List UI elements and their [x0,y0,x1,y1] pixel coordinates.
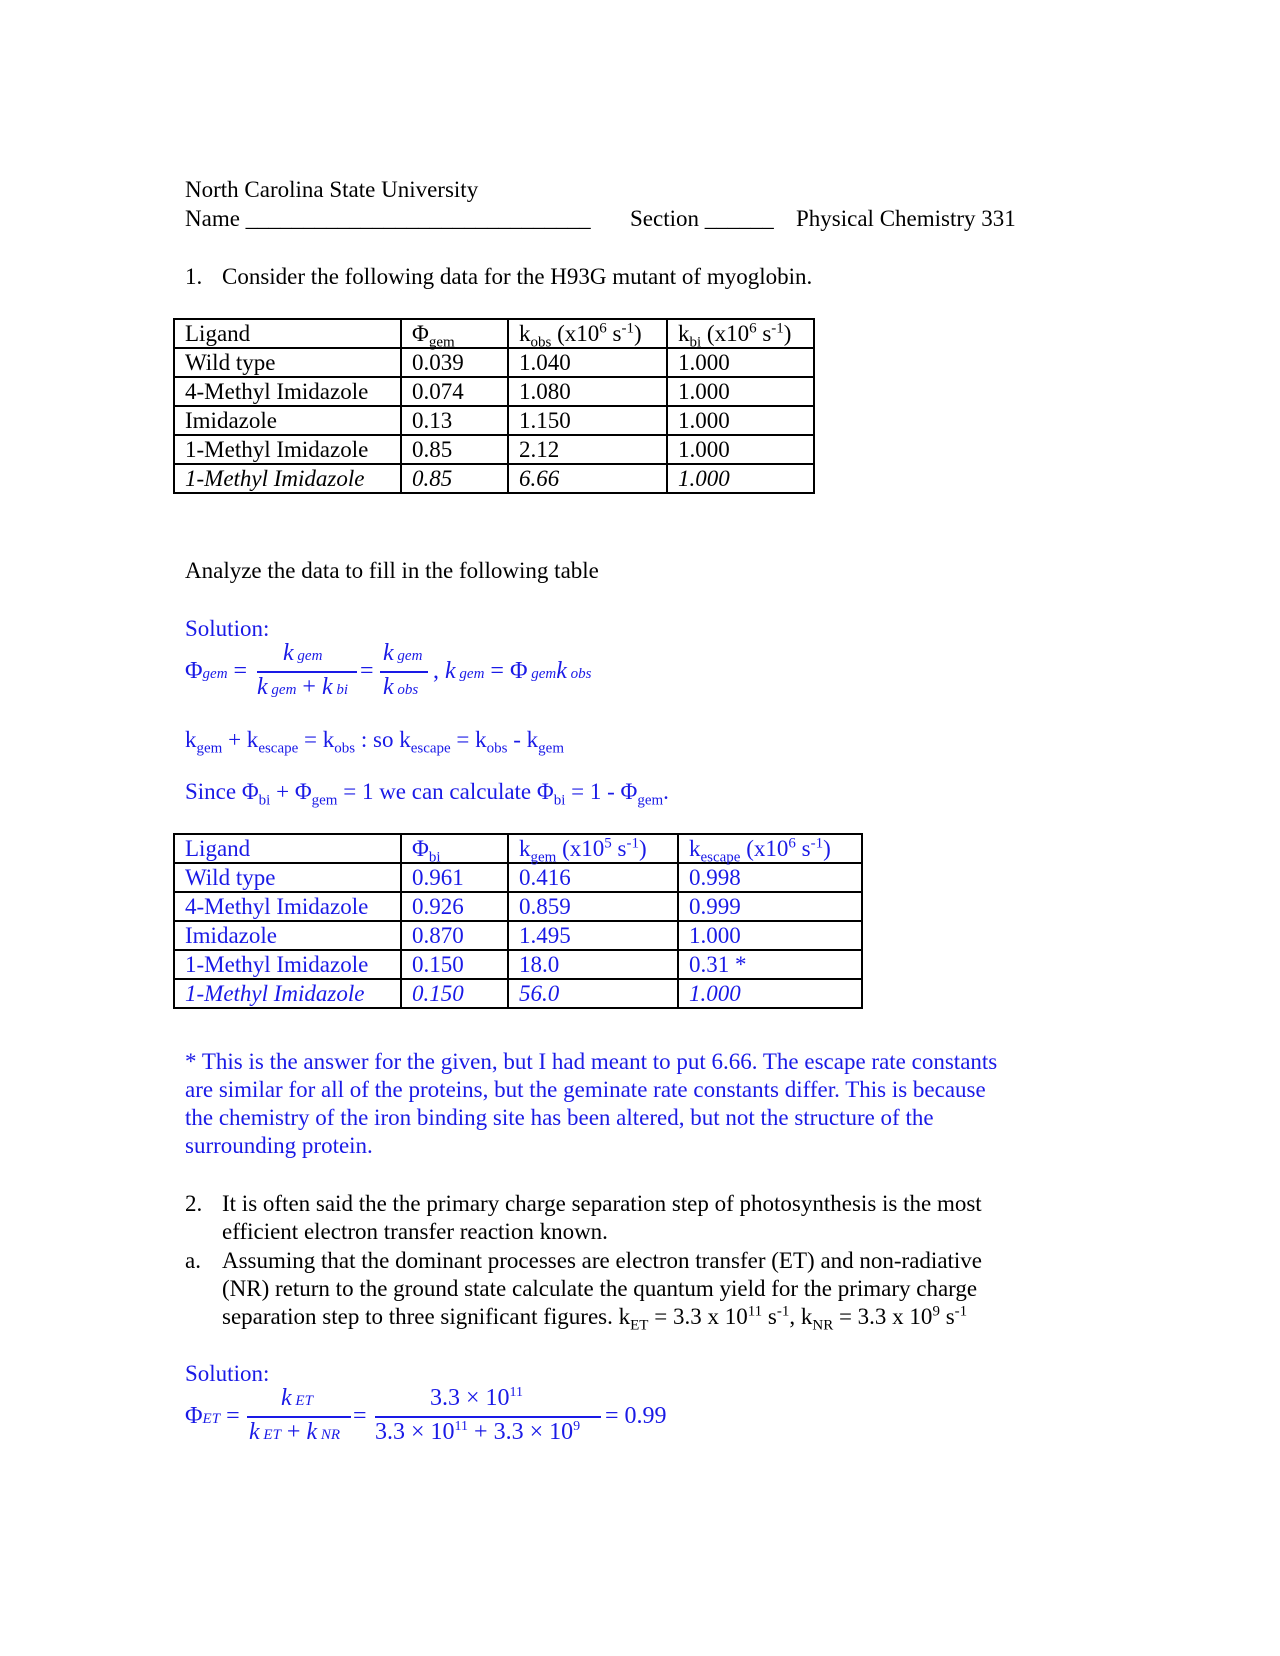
note-line: the chemistry of the iron binding site has been altered, but not the structure of the [185,1105,934,1130]
q2-number: 2. [185,1191,203,1216]
header-k-bi: $k_{bi}$ ($x10^6$ $s^{-1}$) [667,319,814,348]
table-cell: 1-Methyl Imidazole [174,950,401,979]
q1-number: 1. [185,264,203,289]
table-row [174,406,814,435]
course-title: Physical Chemistry 331 [796,206,1016,231]
name-field-line [185,205,591,233]
q2a-line: Assuming that the dominant processes are electron transfer (ET) and non-radiative [222,1248,983,1273]
table-row [174,979,862,1008]
instruction-text: Analyze the data to fill in the following table [185,558,599,583]
given-data-table [173,318,815,494]
header-k-escape: $k_{escape}$ ($x10^6$ $s^{-1}$) [678,834,862,863]
solution-label: Solution: [185,616,270,641]
table-row [174,377,814,406]
table-cell: Imidazole [174,406,401,435]
table-cell: 0.074 [401,377,508,406]
table-cell: 18.0 [508,950,678,979]
table-row [174,464,814,493]
table-cell: 0.416 [508,863,678,892]
table-cell: 0.85 [401,464,508,493]
header-ligand: Ligand [174,319,401,348]
table-cell: 1.000 [667,464,814,493]
header-ligand: Ligand [174,834,401,863]
university-name: North Carolina State University [185,177,479,202]
table-cell: 4-Methyl Imidazole [174,377,401,406]
q2a-label: a. [185,1248,201,1273]
quantum-yield-equation: ΦET = k ET k ET + k NR = $3.3 \times 10^{11}$ $3.3 \times 10^{11} + 3.3 \times 10^9$ = 0.99 [185,1385,667,1445]
table-row [174,950,862,979]
table-cell: 0.13 [401,406,508,435]
table-cell: 2.12 [508,435,667,464]
table-cell: 1.040 [508,348,667,377]
table-cell: Wild type [174,348,401,377]
k-relation-equation: $k_{gem} + k_{escape} = k_{obs}$ : so $k_{escape} = k_{obs} - k_{gem}$ [185,727,564,757]
table-cell: 1.080 [508,377,667,406]
table-row [174,892,862,921]
table-cell: Imidazole [174,921,401,950]
note-line: surrounding protein. [185,1133,373,1158]
q2-line: efficient electron transfer reaction known. [222,1219,608,1244]
table-cell: 0.926 [401,892,508,921]
table-row [174,921,862,950]
header-phi-gem: $\Phi_{gem}$ [401,319,508,348]
quantum-yield-result: = 0.99 [605,1403,667,1429]
table-cell: 4-Methyl Imidazole [174,892,401,921]
table-cell: 1-Methyl Imidazole [174,979,401,1008]
table-cell: 56.0 [508,979,678,1008]
section-label: Section [630,206,699,231]
table-cell: 0.85 [401,435,508,464]
name-label: Name [185,206,240,231]
table-cell: 0.859 [508,892,678,921]
table-row [174,863,862,892]
answer-data-table [173,833,863,1009]
q2-line: It is often said the the primary charge separation step of photosynthesis is the most [222,1191,982,1216]
table-cell: 1-Methyl Imidazole [174,464,401,493]
header-k-obs: $k_{obs}$ ($x10^6$ $s^{-1}$) [508,319,667,348]
table-cell: 0.999 [678,892,862,921]
table-cell: 0.150 [401,979,508,1008]
table-header-row [174,834,862,863]
table-cell: 1.000 [678,979,862,1008]
q1-text: Consider the following data for the H93G mutant of myoglobin. [222,264,813,289]
section-field-line [630,205,774,233]
table-cell: 0.998 [678,863,862,892]
table-cell: 0.870 [401,921,508,950]
table-cell: 1.000 [678,921,862,950]
table-header-row [174,319,814,348]
table-row [174,348,814,377]
note-line: are similar for all of the proteins, but the geminate rate constants differ. This is because [185,1077,986,1102]
table-cell: 1.000 [667,348,814,377]
table-cell: 1.000 [667,377,814,406]
table-cell: 0.039 [401,348,508,377]
phi-gem-equation: Φgem = k gem k gem + k bi = k gem k obs , k gem = Φ gemk obs [185,640,592,700]
q2a-last-line: separation step to three significant figures. $k_{ET} = 3.3$ x $10^{11}$ $s^{-1}$, $k_{NR} = 3.3$ x $10^9$ $s^{-1}$ [222,1303,968,1334]
section-blank: ______ [704,206,774,231]
q2a-line: (NR) return to the ground state calculate the quantum yield for the primary charge [222,1276,978,1301]
note-line: * This is the answer for the given, but I had meant to put 6.66. The escape rate constants [185,1049,998,1074]
table-cell: 0.961 [401,863,508,892]
table-cell: 6.66 [508,464,667,493]
table-cell: 1-Methyl Imidazole [174,435,401,464]
table-cell: Wild type [174,863,401,892]
table-cell: 0.31 * [678,950,862,979]
q2-solution-label: Solution: [185,1361,270,1386]
table-row [174,435,814,464]
table-cell: 1.150 [508,406,667,435]
table-cell: 1.000 [667,406,814,435]
header-k-gem: $k_{gem}$ ($x10^5$ $s^{-1}$) [508,834,678,863]
name-blank: ______________________________ [245,206,591,231]
table-cell: 1.000 [667,435,814,464]
phi-relation-equation: Since $\Phi_{bi} + \Phi_{gem} = 1$ we can calculate $\Phi_{bi} = 1 - \Phi_{gem}$. [185,779,669,809]
table-cell: 1.495 [508,921,678,950]
table-cell: 0.150 [401,950,508,979]
header-phi-bi: $\Phi_{bi}$ [401,834,508,863]
